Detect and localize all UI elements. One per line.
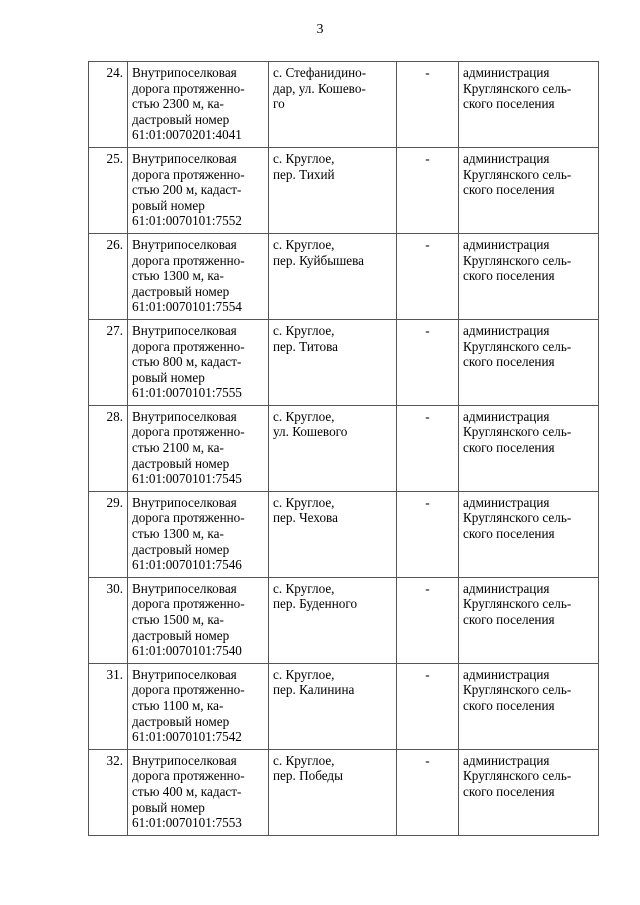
object-description-cell: Внутрипоселковая дорога протяженно- стью 1300 м, ка- дастровый номер 61:01:0070101:7554 (128, 233, 269, 319)
location-cell: с. Круглое, пер. Чехова (269, 491, 397, 577)
object-description-cell: Внутрипоселковая дорога протяженно- стью 2100 м, ка- дастровый номер 61:01:0070101:7545 (128, 405, 269, 491)
owner-cell: администрация Круглянского сель- ского поселения (459, 577, 599, 663)
registry-table (88, 61, 599, 836)
row-number-cell: 24. (89, 62, 128, 148)
value-cell: - (397, 405, 459, 491)
location-cell: с. Круглое, пер. Победы (269, 749, 397, 835)
object-description-cell: Внутрипоселковая дорога протяженно- стью 800 м, кадаст- ровый номер 61:01:0070101:7555 (128, 319, 269, 405)
table-row (89, 749, 599, 835)
value-cell: - (397, 147, 459, 233)
value-cell: - (397, 663, 459, 749)
owner-cell: администрация Круглянского сель- ского поселения (459, 663, 599, 749)
location-cell: с. Круглое, пер. Калинина (269, 663, 397, 749)
object-description-cell: Внутрипоселковая дорога протяженно- стью 200 м, кадаст- ровый номер 61:01:0070101:7552 (128, 147, 269, 233)
row-number-cell: 26. (89, 233, 128, 319)
object-description-cell: Внутрипоселковая дорога протяженно- стью 1100 м, ка- дастровый номер 61:01:0070101:7542 (128, 663, 269, 749)
owner-cell: администрация Круглянского сель- ского поселения (459, 233, 599, 319)
row-number-cell: 29. (89, 491, 128, 577)
object-description-cell: Внутрипоселковая дорога протяженно- стью 2300 м, ка- дастровый номер 61:01:0070201:4041 (128, 62, 269, 148)
table-row (89, 491, 599, 577)
table-row (89, 663, 599, 749)
object-description-cell: Внутрипоселковая дорога протяженно- стью 1300 м, ка- дастровый номер 61:01:0070101:7546 (128, 491, 269, 577)
owner-cell: администрация Круглянского сель- ского поселения (459, 491, 599, 577)
row-number-cell: 32. (89, 749, 128, 835)
registry-table-body (89, 62, 599, 836)
value-cell: - (397, 749, 459, 835)
table-row (89, 319, 599, 405)
location-cell: с. Круглое, пер. Тихий (269, 147, 397, 233)
row-number-cell: 30. (89, 577, 128, 663)
location-cell: с. Круглое, пер. Буденного (269, 577, 397, 663)
table-row (89, 405, 599, 491)
value-cell: - (397, 233, 459, 319)
row-number-cell: 31. (89, 663, 128, 749)
owner-cell: администрация Круглянского сель- ского поселения (459, 147, 599, 233)
location-cell: с. Стефанидино- дар, ул. Кошево- го (269, 62, 397, 148)
row-number-cell: 25. (89, 147, 128, 233)
owner-cell: администрация Круглянского сель- ского поселения (459, 62, 599, 148)
value-cell: - (397, 319, 459, 405)
location-cell: с. Круглое, пер. Титова (269, 319, 397, 405)
row-number-cell: 27. (89, 319, 128, 405)
owner-cell: администрация Круглянского сель- ского поселения (459, 405, 599, 491)
location-cell: с. Круглое, ул. Кошевого (269, 405, 397, 491)
value-cell: - (397, 491, 459, 577)
object-description-cell: Внутрипоселковая дорога протяженно- стью 1500 м, ка- дастровый номер 61:01:0070101:7540 (128, 577, 269, 663)
location-cell: с. Круглое, пер. Куйбышева (269, 233, 397, 319)
object-description-cell: Внутрипоселковая дорога протяженно- стью 400 м, кадаст- ровый номер 61:01:0070101:7553 (128, 749, 269, 835)
table-row (89, 62, 599, 148)
value-cell: - (397, 577, 459, 663)
owner-cell: администрация Круглянского сель- ского поселения (459, 749, 599, 835)
row-number-cell: 28. (89, 405, 128, 491)
table-row (89, 147, 599, 233)
page-number: 3 (316, 22, 324, 37)
table-row (89, 233, 599, 319)
owner-cell: администрация Круглянского сель- ского поселения (459, 319, 599, 405)
value-cell: - (397, 62, 459, 148)
table-row (89, 577, 599, 663)
